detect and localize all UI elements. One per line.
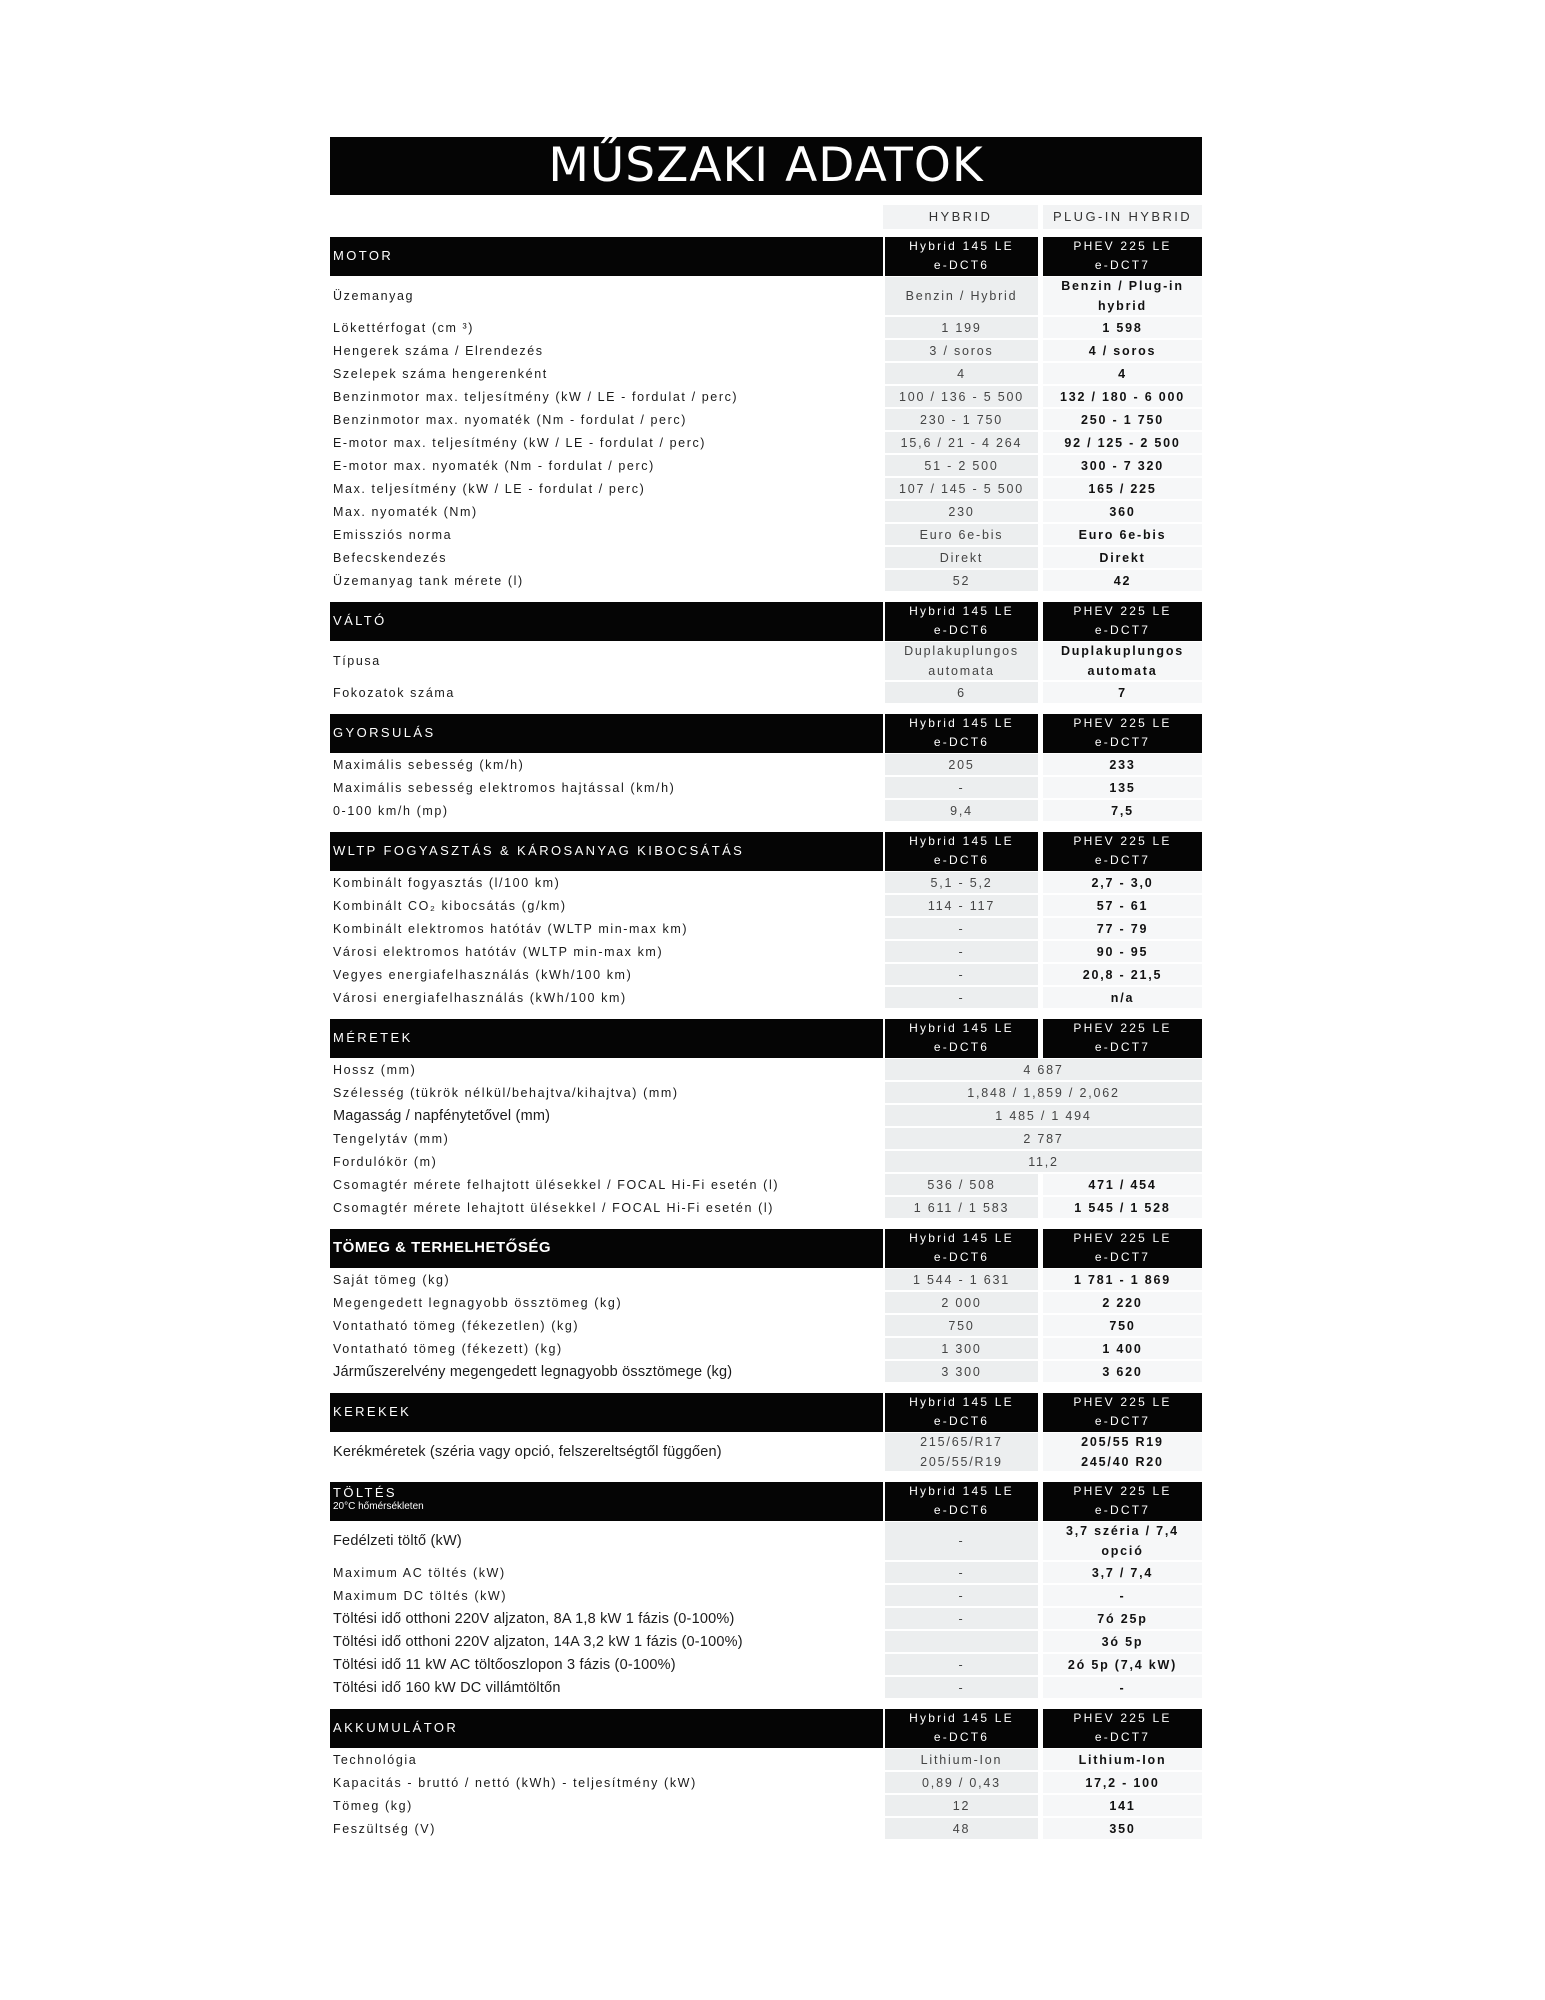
section-title xyxy=(333,843,744,859)
table-row xyxy=(330,1081,1202,1104)
row-value-hybrid: - xyxy=(885,941,1038,962)
row-value-hybrid: 48 xyxy=(885,1818,1038,1839)
table-row xyxy=(330,569,1202,592)
row-value-phev: 300 - 7 320 xyxy=(1043,455,1202,476)
section-meretek xyxy=(330,1019,1202,1219)
row-label: Lökettérfogat (cm ³) xyxy=(333,320,475,335)
section-column-phev: PHEV 225 LE e-DCT7 xyxy=(1043,1709,1202,1748)
section-column-hybrid: Hybrid 145 LE e-DCT6 xyxy=(885,714,1038,753)
row-value-phev: 750 xyxy=(1043,1315,1202,1336)
section-subtitle: 20°C hőmérsékleten xyxy=(333,1501,424,1512)
row-value-shared: 1 485 / 1 494 xyxy=(885,1105,1202,1126)
row-value-phev: 233 xyxy=(1043,754,1202,775)
row-label: Megengedett legnagyobb össztömeg (kg) xyxy=(333,1295,623,1310)
section-kerekek xyxy=(330,1393,1202,1472)
section-motor xyxy=(330,237,1202,592)
row-value-hybrid: - xyxy=(885,1585,1038,1606)
row-value-phev: 7ó 25p xyxy=(1043,1608,1202,1629)
section-column-phev: PHEV 225 LE e-DCT7 xyxy=(1043,602,1202,641)
row-label: Kerékméretek (széria vagy opció, felszereltségtől függően) xyxy=(333,1444,722,1460)
row-label: Maximum AC töltés (kW) xyxy=(333,1565,506,1580)
row-label: Típusa xyxy=(333,654,381,668)
table-row xyxy=(330,776,1202,799)
table-row xyxy=(330,1268,1202,1291)
row-label: Szélesség (tükrök nélkül/behajtva/kihajtva) (mm) xyxy=(333,1085,679,1100)
row-value-phev: 92 / 125 - 2 500 xyxy=(1043,432,1202,453)
row-label: Benzinmotor max. nyomaték (Nm - fordulat / perc) xyxy=(333,412,687,427)
section-header xyxy=(330,1229,1202,1268)
section-gyorsulas xyxy=(330,714,1202,822)
section-header xyxy=(330,237,1202,276)
row-value-hybrid: - xyxy=(885,1654,1038,1675)
row-label: E-motor max. teljesítmény (kW / LE - fordulat / perc) xyxy=(333,435,707,450)
table-row xyxy=(330,1104,1202,1127)
row-value-hybrid: 1 611 / 1 583 xyxy=(885,1197,1038,1218)
table-row xyxy=(330,477,1202,500)
row-value-phev: 7 xyxy=(1043,682,1202,703)
table-row xyxy=(330,641,1202,681)
row-label: Töltési idő otthoni 220V aljzaton, 14A 3,2 kW 1 fázis (0-100%) xyxy=(333,1633,743,1650)
row-label: Maximum DC töltés (kW) xyxy=(333,1588,508,1603)
section-title-text: WLTP FOGYASZTÁS & KÁROSANYAG KIBOCSÁTÁS xyxy=(333,843,745,858)
row-label: Csomagtér mérete felhajtott ülésekkel / FOCAL Hi-Fi esetén (l) xyxy=(333,1177,780,1192)
row-value-phev: Euro 6e-bis xyxy=(1043,524,1202,545)
row-label: Töltési idő 11 kW AC töltőoszlopon 3 fázis (0-100%) xyxy=(333,1656,676,1673)
row-value-hybrid: Lithium-Ion xyxy=(885,1749,1038,1770)
section-title xyxy=(333,1240,551,1256)
section-header-bar xyxy=(330,237,883,276)
table-row xyxy=(330,1584,1202,1607)
section-title-text: KEREKEK xyxy=(333,1404,412,1419)
row-label: Kombinált fogyasztás (l/100 km) xyxy=(333,875,561,890)
table-row xyxy=(330,1817,1202,1840)
row-label: Üzemanyag tank mérete (l) xyxy=(333,573,524,588)
column-header-hybrid: HYBRID xyxy=(883,205,1038,229)
table-row xyxy=(330,408,1202,431)
section-column-hybrid: Hybrid 145 LE e-DCT6 xyxy=(885,1393,1038,1432)
row-value-phev: 135 xyxy=(1043,777,1202,798)
row-value-hybrid: 52 xyxy=(885,570,1038,591)
row-value-hybrid: 205 xyxy=(885,754,1038,775)
row-value-hybrid: 5,1 - 5,2 xyxy=(885,872,1038,893)
table-row xyxy=(330,1521,1202,1561)
row-value-hybrid: 114 - 117 xyxy=(885,895,1038,916)
row-value-hybrid: 9,4 xyxy=(885,800,1038,821)
table-row xyxy=(330,454,1202,477)
row-value-hybrid: 107 / 145 - 5 500 xyxy=(885,478,1038,499)
row-label: Kapacitás - bruttó / nettó (kWh) - teljesítmény (kW) xyxy=(333,1775,697,1790)
row-label: Tömeg (kg) xyxy=(333,1798,413,1813)
row-value-phev: 360 xyxy=(1043,501,1202,522)
table-row xyxy=(330,1196,1202,1219)
row-label: Maximális sebesség (km/h) xyxy=(333,757,525,772)
row-value-phev: n/a xyxy=(1043,987,1202,1008)
table-row xyxy=(330,894,1202,917)
row-label: Hossz (mm) xyxy=(333,1062,417,1077)
section-column-hybrid: Hybrid 145 LE e-DCT6 xyxy=(885,1229,1038,1268)
row-label: Maximális sebesség elektromos hajtással (km/h) xyxy=(333,780,676,795)
section-title-text: TÖMEG & TERHELHETŐSÉG xyxy=(333,1239,552,1256)
section-column-hybrid: Hybrid 145 LE e-DCT6 xyxy=(885,1482,1038,1521)
section-column-hybrid: Hybrid 145 LE e-DCT6 xyxy=(885,602,1038,641)
row-value-hybrid: Duplakuplungos automata xyxy=(885,642,1038,680)
row-value-hybrid: - xyxy=(885,1522,1038,1560)
section-header xyxy=(330,714,1202,753)
table-row xyxy=(330,1360,1202,1383)
table-row xyxy=(330,1653,1202,1676)
row-value-phev: 205/55 R19 245/40 R20 xyxy=(1043,1433,1202,1471)
row-label: Töltési idő 160 kW DC villámtöltőn xyxy=(333,1679,561,1696)
section-header-bar xyxy=(330,1019,883,1058)
row-label: Hengerek száma / Elrendezés xyxy=(333,343,544,358)
row-value-phev: 57 - 61 xyxy=(1043,895,1202,916)
row-label: Üzemanyag xyxy=(333,289,415,303)
section-akkumulator xyxy=(330,1709,1202,1840)
row-label: Szelepek száma hengerenként xyxy=(333,366,548,381)
table-row xyxy=(330,1561,1202,1584)
row-value-phev: 132 / 180 - 6 000 xyxy=(1043,386,1202,407)
row-value-phev: 90 - 95 xyxy=(1043,941,1202,962)
row-value-hybrid: 6 xyxy=(885,682,1038,703)
section-toltes xyxy=(330,1482,1202,1699)
section-header-bar xyxy=(330,602,883,641)
section-column-hybrid: Hybrid 145 LE e-DCT6 xyxy=(885,1019,1038,1058)
row-value-phev: - xyxy=(1043,1585,1202,1606)
table-row xyxy=(330,276,1202,316)
row-label: Saját tömeg (kg) xyxy=(333,1272,451,1287)
section-title xyxy=(333,1030,413,1046)
row-label: Magasság / napfénytetővel (mm) xyxy=(333,1107,551,1124)
spec-sheet xyxy=(330,137,1202,1840)
row-value-phev: 3,7 / 7,4 xyxy=(1043,1562,1202,1583)
table-row xyxy=(330,681,1202,704)
row-value-phev: Lithium-Ion xyxy=(1043,1749,1202,1770)
row-label: E-motor max. nyomaték (Nm - fordulat / perc) xyxy=(333,458,655,473)
row-value-phev: Benzin / Plug-in hybrid xyxy=(1043,277,1202,315)
row-value-phev: Duplakuplungos automata xyxy=(1043,642,1202,680)
row-value-hybrid: 230 - 1 750 xyxy=(885,409,1038,430)
row-value-hybrid: 1 199 xyxy=(885,317,1038,338)
row-value-phev: 17,2 - 100 xyxy=(1043,1772,1202,1793)
section-header xyxy=(330,1482,1202,1521)
row-value-phev: - xyxy=(1043,1677,1202,1698)
section-column-phev: PHEV 225 LE e-DCT7 xyxy=(1043,1393,1202,1432)
section-column-phev: PHEV 225 LE e-DCT7 xyxy=(1043,714,1202,753)
table-row xyxy=(330,500,1202,523)
row-label: Kombinált CO₂ kibocsátás (g/km) xyxy=(333,898,567,913)
page-title: MŰSZAKI ADATOK xyxy=(330,137,1202,195)
row-label: Emissziós norma xyxy=(333,527,453,542)
row-value-phev: 1 598 xyxy=(1043,317,1202,338)
row-label: Járműszerelvény megengedett legnagyobb össztömege (kg) xyxy=(333,1363,733,1380)
section-title-text: MOTOR xyxy=(333,248,394,263)
row-label: Max. teljesítmény (kW / LE - fordulat / perc) xyxy=(333,481,646,496)
table-row xyxy=(330,1337,1202,1360)
row-label: Fordulókör (m) xyxy=(333,1154,438,1169)
row-value-hybrid: 3 300 xyxy=(885,1361,1038,1382)
table-row xyxy=(330,917,1202,940)
row-value-phev: 3ó 5p xyxy=(1043,1631,1202,1652)
section-column-phev: PHEV 225 LE e-DCT7 xyxy=(1043,832,1202,871)
row-value-phev: Direkt xyxy=(1043,547,1202,568)
section-column-phev: PHEV 225 LE e-DCT7 xyxy=(1043,237,1202,276)
section-header-bar xyxy=(330,1393,883,1432)
row-value-hybrid: 15,6 / 21 - 4 264 xyxy=(885,432,1038,453)
row-value-hybrid: 3 / soros xyxy=(885,340,1038,361)
row-value-hybrid: 0,89 / 0,43 xyxy=(885,1772,1038,1793)
row-label: Technológia xyxy=(333,1752,418,1767)
column-headers xyxy=(330,195,1202,237)
row-value-hybrid: - xyxy=(885,777,1038,798)
section-column-hybrid: Hybrid 145 LE e-DCT6 xyxy=(885,1709,1038,1748)
section-column-phev: PHEV 225 LE e-DCT7 xyxy=(1043,1482,1202,1521)
section-header xyxy=(330,602,1202,641)
table-row xyxy=(330,1127,1202,1150)
row-value-hybrid: 1 300 xyxy=(885,1338,1038,1359)
row-label: Vontatható tömeg (fékezett) (kg) xyxy=(333,1341,563,1356)
row-label: Fedélzeti töltő (kW) xyxy=(333,1533,462,1549)
section-column-hybrid: Hybrid 145 LE e-DCT6 xyxy=(885,237,1038,276)
section-title-text: AKKUMULÁTOR xyxy=(333,1720,459,1735)
table-row xyxy=(330,1748,1202,1771)
table-row xyxy=(330,799,1202,822)
row-value-phev: 471 / 454 xyxy=(1043,1174,1202,1195)
row-label: Kombinált elektromos hatótáv (WLTP min-max km) xyxy=(333,921,689,936)
row-value-phev: 4 xyxy=(1043,363,1202,384)
row-label: Városi energiafelhasználás (kWh/100 km) xyxy=(333,990,627,1005)
table-row xyxy=(330,431,1202,454)
row-value-hybrid: - xyxy=(885,1677,1038,1698)
row-value-phev: 250 - 1 750 xyxy=(1043,409,1202,430)
table-row xyxy=(330,963,1202,986)
section-header xyxy=(330,1019,1202,1058)
table-row xyxy=(330,1607,1202,1630)
section-header xyxy=(330,832,1202,871)
section-title-text: VÁLTÓ xyxy=(333,613,387,628)
table-row xyxy=(330,986,1202,1009)
table-row xyxy=(330,1432,1202,1472)
row-value-phev: 77 - 79 xyxy=(1043,918,1202,939)
row-value-phev: 141 xyxy=(1043,1795,1202,1816)
row-value-hybrid: 2 000 xyxy=(885,1292,1038,1313)
row-value-phev: 350 xyxy=(1043,1818,1202,1839)
row-value-hybrid: 230 xyxy=(885,501,1038,522)
row-label: Fokozatok száma xyxy=(333,685,455,700)
table-row xyxy=(330,871,1202,894)
table-row xyxy=(330,1676,1202,1699)
row-value-hybrid: 750 xyxy=(885,1315,1038,1336)
table-row xyxy=(330,1794,1202,1817)
table-row xyxy=(330,1150,1202,1173)
section-tomeg xyxy=(330,1229,1202,1383)
section-title xyxy=(333,248,393,264)
row-value-hybrid: Euro 6e-bis xyxy=(885,524,1038,545)
table-row xyxy=(330,1630,1202,1653)
row-value-phev: 3,7 széria / 7,4 opció xyxy=(1043,1522,1202,1560)
row-label: Vontatható tömeg (fékezetlen) (kg) xyxy=(333,1318,580,1333)
row-value-hybrid: 4 xyxy=(885,363,1038,384)
row-label: Max. nyomaték (Nm) xyxy=(333,504,478,519)
table-row xyxy=(330,362,1202,385)
row-value-hybrid: 100 / 136 - 5 500 xyxy=(885,386,1038,407)
section-column-phev: PHEV 225 LE e-DCT7 xyxy=(1043,1229,1202,1268)
row-value-phev: 3 620 xyxy=(1043,1361,1202,1382)
row-value-shared: 2 787 xyxy=(885,1128,1202,1149)
section-title xyxy=(333,1720,458,1736)
row-label: Városi elektromos hatótáv (WLTP min-max km) xyxy=(333,944,664,959)
column-header-plug-in-hybrid: PLUG-IN HYBRID xyxy=(1043,205,1202,229)
section-title-text: GYORSULÁS xyxy=(333,725,436,740)
table-row xyxy=(330,1771,1202,1794)
table-row xyxy=(330,316,1202,339)
section-title-text: TÖLTÉS xyxy=(333,1485,398,1500)
row-value-phev: 2ó 5p (7,4 kW) xyxy=(1043,1654,1202,1675)
row-value-phev: 1 400 xyxy=(1043,1338,1202,1359)
section-title xyxy=(333,1485,424,1512)
table-row xyxy=(330,385,1202,408)
section-column-phev: PHEV 225 LE e-DCT7 xyxy=(1043,1019,1202,1058)
row-value-phev: 7,5 xyxy=(1043,800,1202,821)
section-title xyxy=(333,725,436,741)
table-row xyxy=(330,1314,1202,1337)
row-value-phev: 1 545 / 1 528 xyxy=(1043,1197,1202,1218)
table-row xyxy=(330,1291,1202,1314)
spec-sections xyxy=(330,237,1202,1840)
row-value-phev: 2 220 xyxy=(1043,1292,1202,1313)
row-value-hybrid: - xyxy=(885,987,1038,1008)
row-value-hybrid: Direkt xyxy=(885,547,1038,568)
row-label: Tengelytáv (mm) xyxy=(333,1131,450,1146)
row-label: 0-100 km/h (mp) xyxy=(333,803,449,818)
table-row xyxy=(330,523,1202,546)
row-label: Vegyes energiafelhasználás (kWh/100 km) xyxy=(333,967,633,982)
row-value-hybrid: - xyxy=(885,1562,1038,1583)
row-value-hybrid: 536 / 508 xyxy=(885,1174,1038,1195)
table-row xyxy=(330,1173,1202,1196)
row-value-hybrid: 12 xyxy=(885,1795,1038,1816)
table-row xyxy=(330,339,1202,362)
section-title xyxy=(333,1404,411,1420)
table-row xyxy=(330,546,1202,569)
row-value-hybrid: Benzin / Hybrid xyxy=(885,277,1038,315)
row-value-hybrid: 215/65/R17 205/55/R19 xyxy=(885,1433,1038,1471)
row-value-shared: 1,848 / 1,859 / 2,062 xyxy=(885,1082,1202,1103)
row-value-phev: 42 xyxy=(1043,570,1202,591)
row-value-shared: 11,2 xyxy=(885,1151,1202,1172)
row-value-hybrid: - xyxy=(885,964,1038,985)
table-row xyxy=(330,940,1202,963)
section-valto xyxy=(330,602,1202,704)
row-label: Benzinmotor max. teljesítmény (kW / LE - fordulat / perc) xyxy=(333,389,739,404)
section-header xyxy=(330,1709,1202,1748)
row-value-hybrid: - xyxy=(885,1608,1038,1629)
table-row xyxy=(330,1058,1202,1081)
row-value-phev: 1 781 - 1 869 xyxy=(1043,1269,1202,1290)
row-label: Befecskendezés xyxy=(333,550,448,565)
section-title xyxy=(333,613,387,629)
section-wltp xyxy=(330,832,1202,1009)
row-label: Csomagtér mérete lehajtott ülésekkel / FOCAL Hi-Fi esetén (l) xyxy=(333,1200,775,1215)
row-label: Töltési idő otthoni 220V aljzaton, 8A 1,8 kW 1 fázis (0-100%) xyxy=(333,1610,735,1627)
row-value-shared: 4 687 xyxy=(885,1059,1202,1080)
section-title-text: MÉRETEK xyxy=(333,1030,413,1045)
row-value-phev: 165 / 225 xyxy=(1043,478,1202,499)
row-value-hybrid: - xyxy=(885,918,1038,939)
table-row xyxy=(330,753,1202,776)
section-column-hybrid: Hybrid 145 LE e-DCT6 xyxy=(885,832,1038,871)
row-value-hybrid: 51 - 2 500 xyxy=(885,455,1038,476)
row-value-phev: 20,8 - 21,5 xyxy=(1043,964,1202,985)
row-value-hybrid xyxy=(885,1631,1038,1652)
row-label: Feszültség (V) xyxy=(333,1821,436,1836)
section-header xyxy=(330,1393,1202,1432)
row-value-phev: 4 / soros xyxy=(1043,340,1202,361)
row-value-phev: 2,7 - 3,0 xyxy=(1043,872,1202,893)
row-value-hybrid: 1 544 - 1 631 xyxy=(885,1269,1038,1290)
